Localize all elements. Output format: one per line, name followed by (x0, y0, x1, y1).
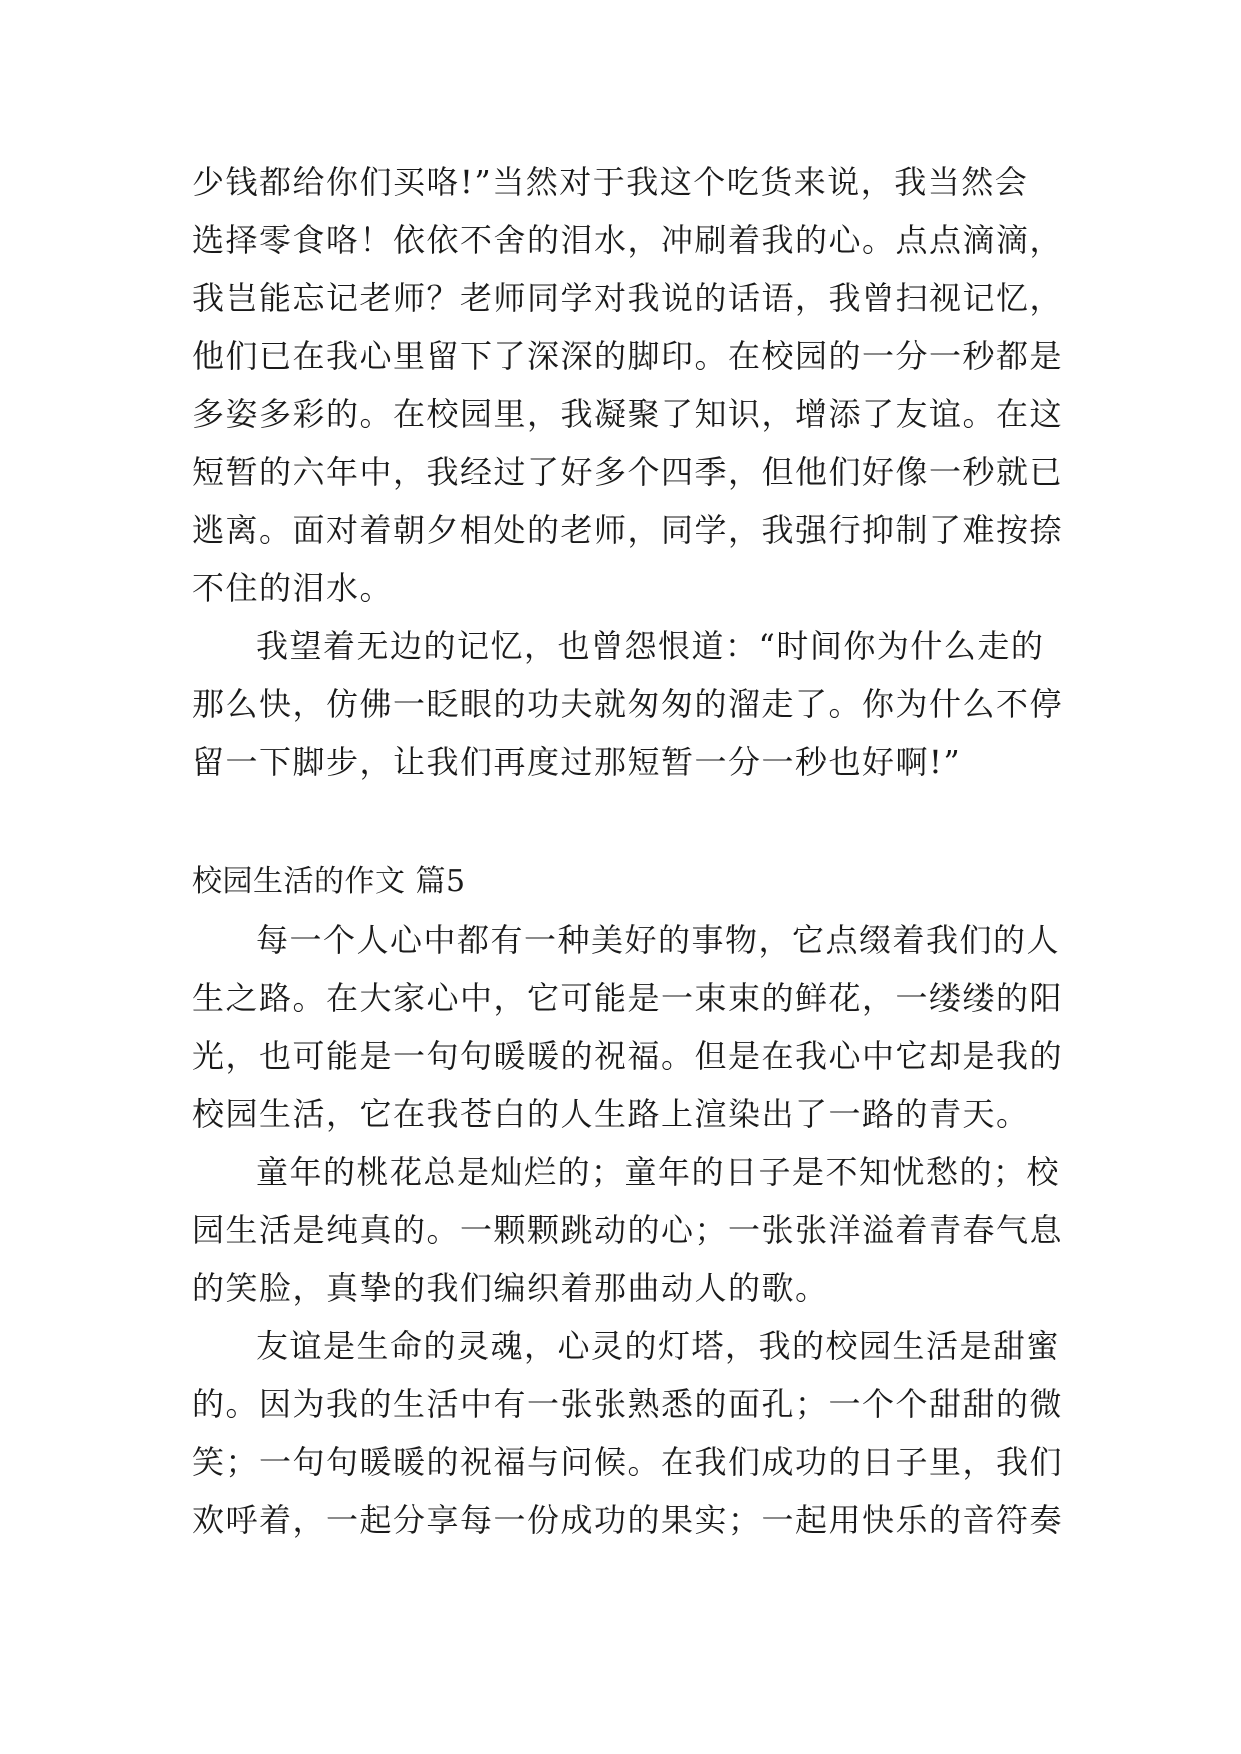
text-line: 光，也可能是一句句暖暖的祝福。但是在我心中它却是我的 (192, 1037, 1064, 1075)
text-line: 校园生活，它在我苍白的人生路上渲染出了一路的青天。 (192, 1095, 1030, 1133)
text-line: 选择零食咯！依依不舍的泪水，冲刷着我的心。点点滴滴， (192, 221, 1064, 259)
text-line: 那么快，仿佛一眨眼的功夫就匆匆的溜走了。你为什么不停 (192, 685, 1064, 723)
text-line: 逃离。面对着朝夕相处的老师，同学，我强行抑制了难按捺 (192, 511, 1064, 549)
text-line: 他们已在我心里留下了深深的脚印。在校园的一分一秒都是 (192, 337, 1064, 375)
text-line: 笑；一句句暖暖的祝福与问候。在我们成功的日子里，我们 (192, 1443, 1064, 1481)
text-line: 童年的桃花总是灿烂的；童年的日子是不知忧愁的；校 (256, 1153, 1061, 1191)
text-line: 不住的泪水。 (192, 569, 394, 607)
text-line: 我望着无边的记忆，也曾怨恨道：“时间你为什么走的 (256, 627, 1045, 665)
text-line: 园生活是纯真的。一颗颗跳动的心；一张张洋溢着青春气息 (192, 1211, 1064, 1249)
text-line: 留一下脚步，让我们再度过那短暂一分一秒也好啊!” (192, 743, 962, 781)
text-line: 多姿多彩的。在校园里，我凝聚了知识，增添了友谊。在这 (192, 395, 1064, 433)
text-line: 我岂能忘记老师？老师同学对我说的话语，我曾扫视记忆， (192, 279, 1064, 317)
text-line: 欢呼着，一起分享每一份成功的果实；一起用快乐的音符奏 (192, 1501, 1064, 1539)
text-line: 友谊是生命的灵魂，心灵的灯塔，我的校园生活是甜蜜 (256, 1327, 1061, 1365)
text-line: 生之路。在大家心中，它可能是一束束的鲜花，一缕缕的阳 (192, 979, 1064, 1017)
section-heading: 校园生活的作文 篇5 (192, 864, 466, 899)
text-line: 每一个人心中都有一种美好的事物，它点缀着我们的人 (256, 921, 1061, 959)
text-line: 的笑脸，真挚的我们编织着那曲动人的歌。 (192, 1269, 829, 1307)
text-line: 少钱都给你们买咯!”当然对于我这个吃货来说，我当然会 (192, 163, 1029, 201)
text-line: 短暂的六年中，我经过了好多个四季，但他们好像一秒就已 (192, 453, 1064, 491)
text-line: 的。因为我的生活中有一张张熟悉的面孔；一个个甜甜的微 (192, 1385, 1064, 1423)
